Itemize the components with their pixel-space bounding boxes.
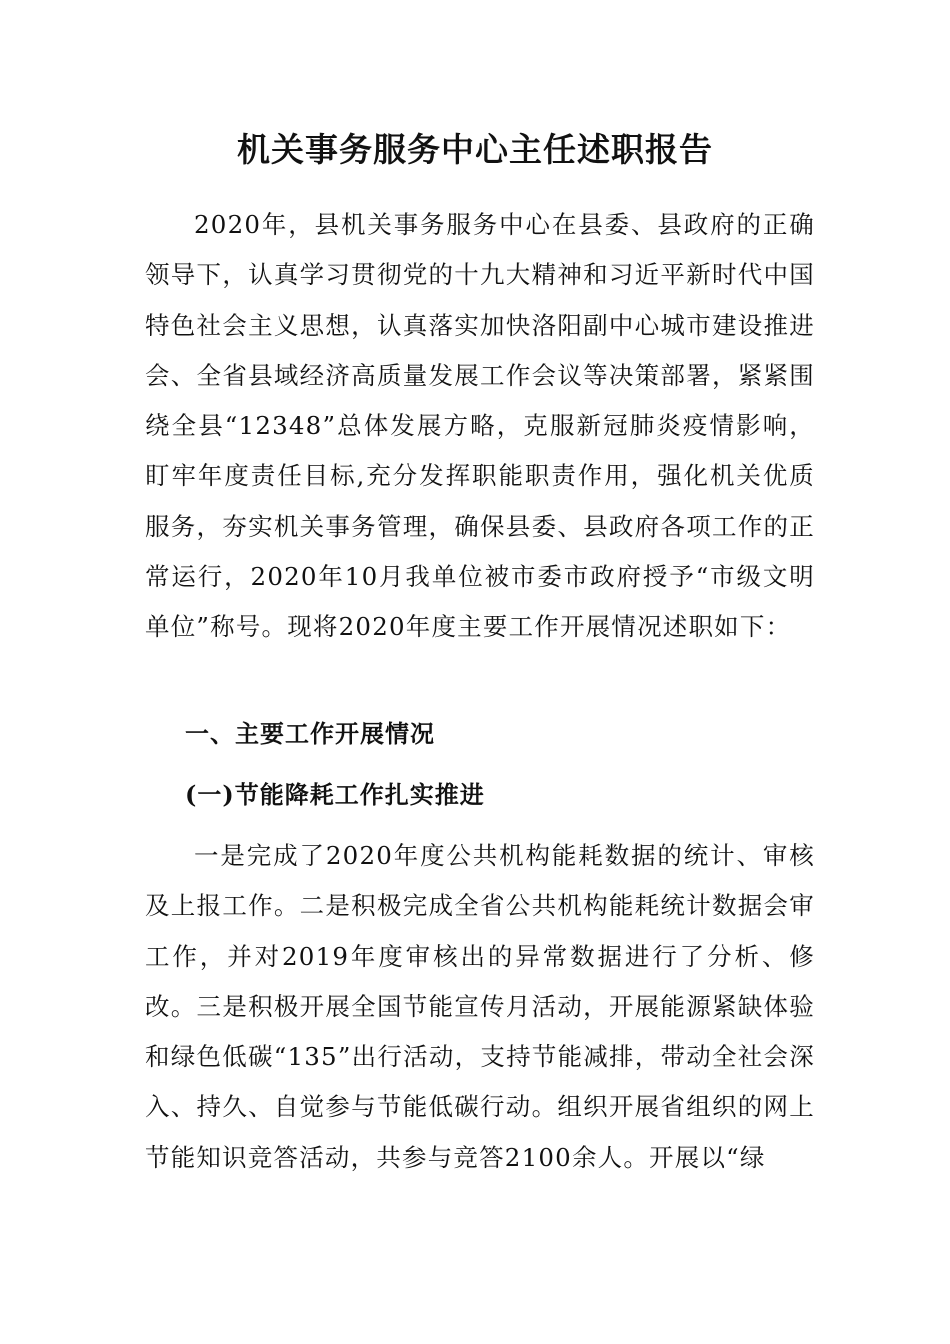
intro-paragraph: 2020年，县机关事务服务中心在县委、县政府的正确领导下，认真学习贯彻党的十九大精神和习近平新时代中国特色社会主义思想，认真落实加快洛阳副中心城市建设推进会、全省县域经济高质量发展工作会议等决策部署，紧紧围绕全县“12348”总体发展方略，克服新冠肺炎疫情影响，盯牢年度责任目标,充分发挥职能职责作用，强化机关优质服务，夯实机关事务管理，确保县委、县政府各项工作的正常运行，2020年10月我单位被市委市政府授予“市级文明单位”称号。现将2020年度主要工作开展情况述职如下： [145, 210, 815, 642]
body-paragraph: 一是完成了2020年度公共机构能耗数据的统计、审核及上报工作。二是积极完成全省公共机构能耗统计数据会审工作，并对2019年度审核出的异常数据进行了分析、修改。三是积极开展全国节能宣传月活动，开展能源紧缺体验和绿色低碳“135”出行活动，支持节能减排，带动全社会深入、持久、自觉参与节能低碳行动。组织开展省组织的网上节能知识竞答活动，共参与竞答2100余人。开展以“绿 [145, 841, 815, 1172]
document-title: 机关事务服务中心主任述职报告 [237, 130, 713, 169]
section-heading: 一、主要工作开展情况 [185, 720, 435, 748]
subsection-heading: (一)节能降耗工作扎实推进 [185, 780, 485, 809]
